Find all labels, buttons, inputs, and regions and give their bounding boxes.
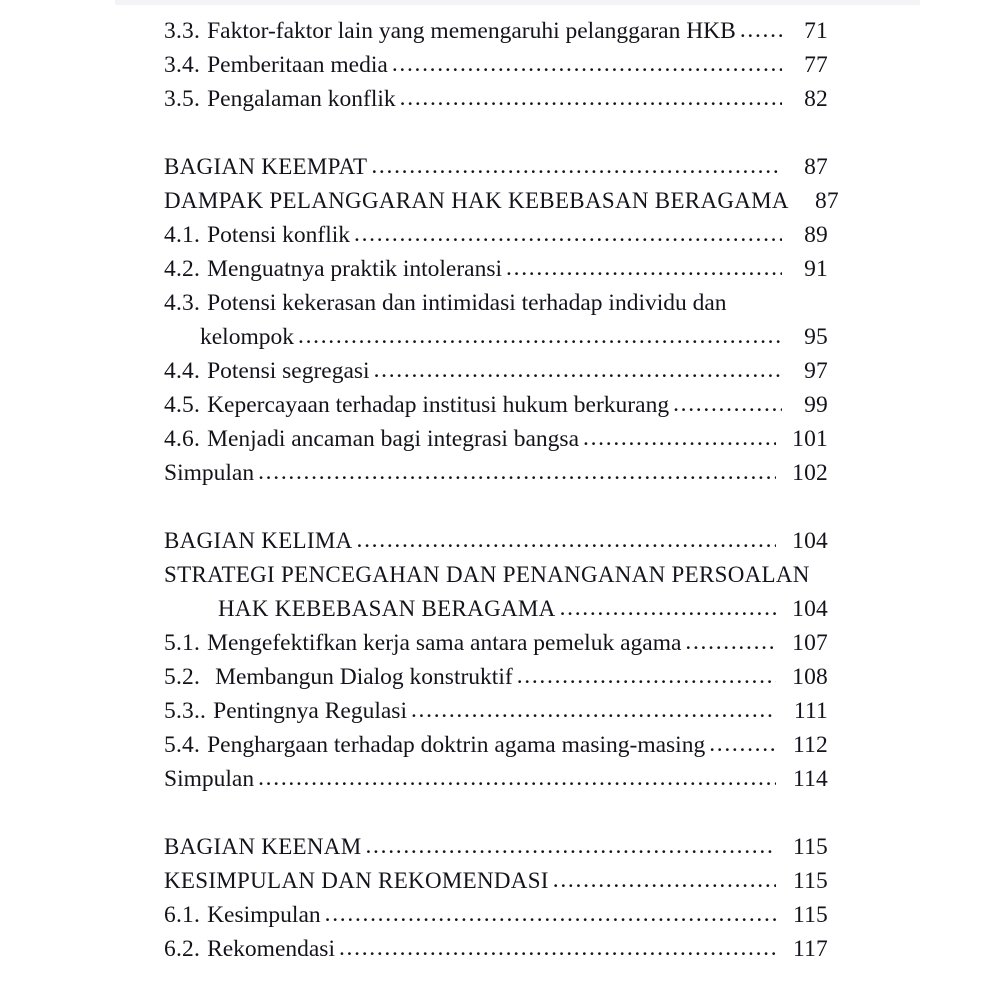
- toc-group: [0, 524, 1000, 796]
- toc-entry[interactable]: [164, 762, 828, 796]
- toc-entry[interactable]: [164, 218, 828, 252]
- dot-leader: [325, 897, 776, 931]
- toc-page-number: 91: [804, 256, 828, 282]
- dot-leader: [740, 13, 782, 47]
- dot-leader: [709, 727, 776, 761]
- toc-entry[interactable]: [164, 694, 828, 728]
- toc-entry-title: Membangun Dialog konstruktif: [215, 664, 513, 690]
- toc-entry-title: Pengalaman konflik: [207, 86, 396, 112]
- toc-page-number: 104: [792, 596, 828, 622]
- toc-page-number: 115: [793, 834, 828, 860]
- toc-entry[interactable]: [164, 286, 828, 320]
- toc-entry[interactable]: [164, 252, 828, 286]
- toc-entry-number: 4.6.: [164, 426, 201, 452]
- toc-group: [0, 150, 1000, 490]
- toc-entry[interactable]: [164, 898, 828, 932]
- toc-entry-title: Faktor-faktor lain yang memengaruhi pelanggaran HKB: [207, 18, 736, 44]
- toc-page-number: 108: [792, 664, 828, 690]
- toc-entry[interactable]: [164, 388, 828, 422]
- dot-leader: [560, 591, 776, 625]
- toc-entry-title: Potensi kekerasan dan intimidasi terhadap individu dan: [207, 290, 727, 316]
- toc-entry[interactable]: [164, 456, 828, 490]
- toc-page-number: 77: [804, 52, 828, 78]
- toc-entry-number: 5.3..: [164, 698, 207, 724]
- toc-entry[interactable]: [164, 524, 828, 558]
- toc-entry[interactable]: [164, 626, 828, 660]
- toc-entry-title: STRATEGI PENCEGAHAN DAN PENANGANAN PERSOALAN: [164, 562, 810, 587]
- toc-entry-title: Kepercayaan terhadap institusi hukum berkurang: [207, 392, 670, 418]
- toc-entry-number: 4.3.: [164, 290, 201, 316]
- toc-group: [0, 830, 1000, 966]
- dot-leader: [365, 829, 776, 863]
- toc-entry-number: 3.4.: [164, 52, 201, 78]
- dot-leader: [298, 319, 782, 353]
- toc-page-number: 95: [804, 324, 828, 350]
- toc-page-number: 115: [793, 868, 828, 894]
- dot-leader: [411, 693, 776, 727]
- dot-leader: [392, 47, 782, 81]
- toc-entry-number: 5.4.: [164, 732, 201, 758]
- toc-page-number: 102: [792, 460, 828, 486]
- toc-entry-title: Mengefektifkan kerja sama antara pemeluk agama: [207, 630, 682, 656]
- toc-page-number: 114: [793, 766, 828, 792]
- toc-entry-title: DAMPAK PELANGGARAN HAK KEBEBASAN BERAGAMA: [164, 188, 789, 213]
- toc-entry-number: 3.3.: [164, 18, 201, 44]
- toc-entry-title: Simpulan: [164, 460, 255, 486]
- toc-entry-title: BAGIAN KEEMPAT: [164, 154, 368, 179]
- toc-entry-number: 6.1.: [164, 902, 201, 928]
- toc-page-number: 104: [792, 528, 828, 554]
- toc-entry[interactable]: [164, 932, 828, 966]
- toc-entry-number: 5.1.: [164, 630, 201, 656]
- toc-page-number: 99: [804, 392, 828, 418]
- toc-entry-title: BAGIAN KEENAM: [164, 834, 362, 859]
- toc-entry-title: Penghargaan terhadap doktrin agama masing-masing: [207, 732, 706, 758]
- toc-page-number: 71: [804, 18, 828, 44]
- toc-entry-title: Kesimpulan: [207, 902, 321, 928]
- toc-page-number: 111: [793, 698, 828, 724]
- toc-entry-title: Simpulan: [164, 766, 255, 792]
- dot-leader: [583, 421, 776, 455]
- toc-entry-number: 4.1.: [164, 222, 201, 248]
- toc-entry-number: 4.5.: [164, 392, 201, 418]
- toc-page-number: 115: [793, 902, 828, 928]
- toc-page-number: 101: [792, 426, 828, 452]
- toc-entry-title: Potensi segregasi: [207, 358, 370, 384]
- toc-entry[interactable]: [164, 728, 828, 762]
- dot-leader: [354, 217, 782, 251]
- toc-entry[interactable]: [164, 422, 828, 456]
- dot-leader: [517, 659, 776, 693]
- toc-entry[interactable]: [164, 864, 828, 898]
- toc-entry[interactable]: [164, 354, 828, 388]
- toc-entry[interactable]: [164, 558, 828, 592]
- toc-page-number: 97: [804, 358, 828, 384]
- dot-leader: [258, 761, 776, 795]
- toc-entry[interactable]: [164, 48, 828, 82]
- dot-leader: [339, 931, 776, 965]
- toc-page-number: 117: [793, 936, 828, 962]
- toc-entry-number: 6.2.: [164, 936, 201, 962]
- toc-entry-title: Menguatnya praktik intoleransi: [207, 256, 503, 282]
- toc-entry-title: KESIMPULAN DAN REKOMENDASI: [164, 868, 549, 893]
- toc-entry[interactable]: [164, 150, 828, 184]
- toc-entry-title: HAK KEBEBASAN BERAGAMA: [218, 596, 556, 621]
- toc-entry-number: 5.2.: [164, 664, 201, 690]
- toc-entry[interactable]: [164, 82, 828, 116]
- toc-entry-title: Potensi konflik: [207, 222, 351, 248]
- dot-leader: [258, 455, 776, 489]
- toc-entry-number: 3.5.: [164, 86, 201, 112]
- toc-entry[interactable]: [164, 660, 828, 694]
- toc-page-number: 82: [804, 86, 828, 112]
- toc-entry-title: Pentingnya Regulasi: [213, 698, 407, 724]
- dot-leader: [371, 149, 782, 183]
- toc-entry[interactable]: [164, 830, 828, 864]
- dot-leader: [553, 863, 776, 897]
- toc-entry-title: BAGIAN KELIMA: [164, 528, 353, 553]
- dot-leader: [400, 81, 782, 115]
- dot-leader: [673, 387, 782, 421]
- toc-page-number: 107: [792, 630, 828, 656]
- toc-entry[interactable]: [164, 14, 828, 48]
- toc-page-number: 87: [814, 188, 839, 214]
- toc-entry-title: Menjadi ancaman bagi integrasi bangsa: [207, 426, 580, 452]
- dot-leader: [685, 625, 776, 659]
- toc-entry[interactable]: [218, 592, 828, 626]
- dot-leader: [374, 353, 782, 387]
- toc-entry-number: 4.2.: [164, 256, 201, 282]
- toc-page-number: 87: [804, 154, 828, 180]
- toc-entry-title: Rekomendasi: [207, 936, 335, 962]
- toc-entry-number: 4.4.: [164, 358, 201, 384]
- toc-entry-title: kelompok: [200, 324, 294, 350]
- toc-entry-title: Pemberitaan media: [207, 52, 388, 78]
- toc-page-number: 112: [793, 732, 828, 758]
- dot-leader: [357, 523, 776, 557]
- dot-leader: [506, 251, 782, 285]
- toc-group: [0, 14, 1000, 116]
- toc-entry[interactable]: [164, 184, 839, 218]
- toc-entry[interactable]: [200, 320, 828, 354]
- toc-page-number: 89: [804, 222, 828, 248]
